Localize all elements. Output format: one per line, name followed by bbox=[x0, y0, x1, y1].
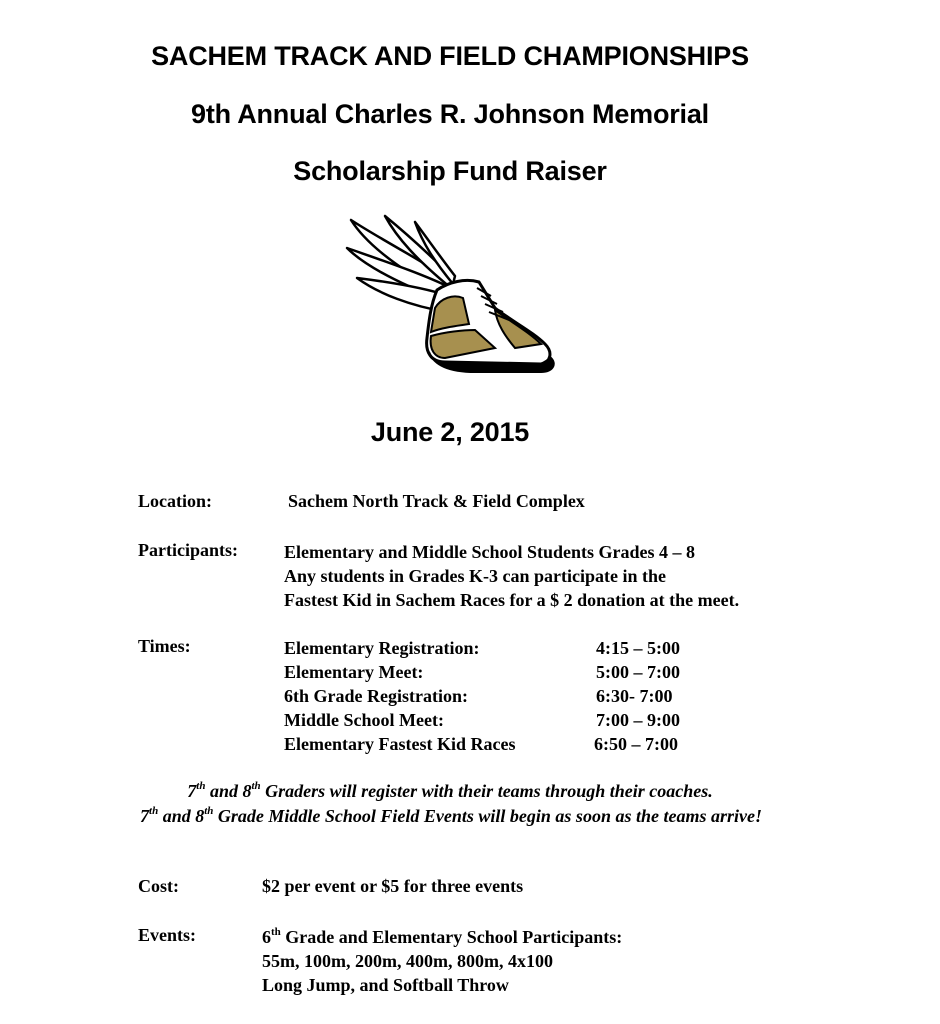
note-sup: th bbox=[204, 805, 214, 817]
events-value bbox=[262, 925, 622, 997]
events-line: 55m, 100m, 200m, 400m, 800m, 4x100 bbox=[262, 951, 553, 971]
times-row bbox=[284, 660, 744, 684]
times-row-name: Elementary Fastest Kid Races bbox=[284, 734, 516, 754]
times-row-name: Elementary Registration: bbox=[284, 638, 480, 658]
times-row-time: 4:15 – 5:00 bbox=[596, 638, 680, 658]
times-row bbox=[284, 636, 744, 660]
events-line bbox=[262, 925, 622, 949]
note-text: 7 bbox=[187, 781, 197, 801]
times-table bbox=[284, 636, 744, 756]
times-row-time: 7:00 – 9:00 bbox=[596, 710, 680, 730]
participants-line: Elementary and Middle School Students Grades 4 – 8 bbox=[284, 542, 696, 562]
participants-label: Participants: bbox=[138, 540, 238, 560]
location-value: Sachem North Track & Field Complex bbox=[288, 491, 585, 511]
events-text: 6 bbox=[262, 927, 271, 947]
times-row-name: Middle School Meet: bbox=[284, 710, 444, 730]
note-text: Graders will register with their teams through their coaches. bbox=[260, 781, 713, 801]
title-line-3: Scholarship Fund Raiser bbox=[293, 156, 607, 186]
times-row bbox=[284, 708, 744, 732]
times-row bbox=[284, 732, 744, 756]
times-label: Times: bbox=[138, 636, 191, 656]
location-label: Location: bbox=[138, 491, 212, 511]
note-sup: th bbox=[251, 780, 261, 792]
cost-value: $2 per event or $5 for three events bbox=[262, 876, 524, 896]
participants-line: Fastest Kid in Sachem Races for a $ 2 donation at the meet. bbox=[284, 590, 740, 610]
registration-note bbox=[0, 779, 900, 803]
times-row-time: 5:00 – 7:00 bbox=[596, 662, 680, 682]
title-line-1: SACHEM TRACK AND FIELD CHAMPIONSHIPS bbox=[151, 41, 749, 71]
events-text: Grade and Elementary School Participants: bbox=[280, 927, 623, 947]
times-row-time: 6:50 – 7:00 bbox=[594, 734, 678, 754]
participants-line: Any students in Grades K-3 can participate in the bbox=[284, 566, 667, 586]
cost-label: Cost: bbox=[138, 876, 179, 896]
note-sup: th bbox=[196, 780, 206, 792]
note-sup: th bbox=[149, 805, 159, 817]
winged-shoe-icon bbox=[345, 212, 557, 382]
note-text: Grade Middle School Field Events will begin as soon as the teams arrive! bbox=[213, 806, 762, 826]
event-date: June 2, 2015 bbox=[370, 417, 530, 447]
times-row-time: 6:30- 7:00 bbox=[596, 686, 673, 706]
note-text: and 8 bbox=[205, 781, 252, 801]
events-label: Events: bbox=[138, 925, 196, 945]
events-line: Long Jump, and Softball Throw bbox=[262, 975, 509, 995]
times-row-name: Elementary Meet: bbox=[284, 662, 424, 682]
note-text: and 8 bbox=[158, 806, 205, 826]
times-row-name: 6th Grade Registration: bbox=[284, 686, 468, 706]
field-events-note bbox=[0, 804, 906, 828]
times-row bbox=[284, 684, 744, 708]
title-line-2: 9th Annual Charles R. Johnson Memorial bbox=[191, 99, 709, 129]
participants-value bbox=[284, 540, 739, 612]
note-text: 7 bbox=[140, 806, 150, 826]
events-sup: th bbox=[271, 926, 281, 938]
